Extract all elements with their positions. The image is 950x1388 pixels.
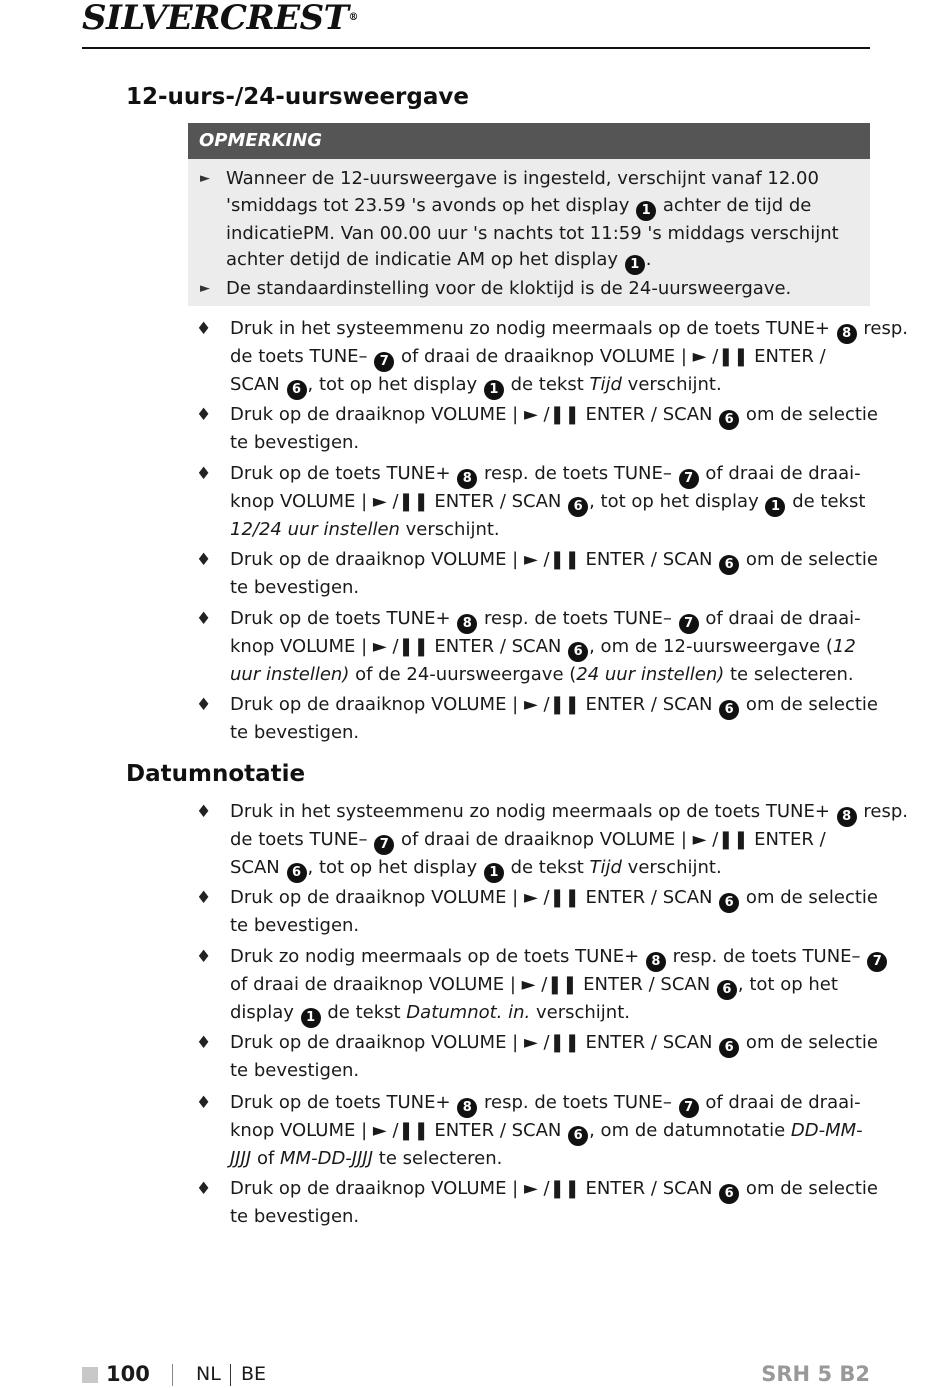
brand-name: SILVERCREST: [82, 0, 349, 38]
text-line: te bevestigen.: [230, 1060, 360, 1081]
reference-number-badge: 7: [679, 614, 699, 634]
text-line: Druk op de toets TUNE+ 8 resp. de toets TUNE– 7 of draai de draai-: [230, 1090, 870, 1118]
italic-term: 24 uur instellen): [576, 664, 725, 685]
step-text: [230, 692, 878, 747]
footer-square-icon: [82, 1367, 98, 1383]
reference-number-badge: 7: [867, 952, 887, 972]
reference-number-badge: 1: [765, 497, 785, 517]
registered-mark: ®: [348, 12, 358, 23]
diamond-bullet-icon: ♦: [196, 550, 212, 570]
text-line: Druk op de draaiknop VOLUME | ► /❚❚ ENTER / SCAN 6 om de selectie: [230, 885, 870, 913]
text-line: of draai de draaiknop VOLUME | ► /❚❚ ENTER / SCAN 6 , tot op het: [230, 972, 870, 1000]
diamond-bullet-icon: ♦: [196, 802, 212, 822]
text-line: te bevestigen.: [230, 722, 360, 743]
reference-number-badge: 6: [287, 380, 307, 400]
diamond-bullet-icon: ♦: [196, 1093, 212, 1113]
reference-number-badge: 6: [719, 700, 739, 720]
italic-term: 12/24 uur instellen: [230, 519, 400, 540]
reference-number-badge: 6: [719, 410, 739, 430]
text-line: te bevestigen.: [230, 1206, 360, 1227]
text-line: Druk op de draaiknop VOLUME | ► /❚❚ ENTER / SCAN 6 om de selectie: [230, 1030, 870, 1058]
step-text: [230, 606, 870, 689]
language-code-be: BE: [241, 1363, 267, 1385]
text-line: Druk in het systeemmenu zo nodig meermaals op de toets TUNE+ 8 resp.: [230, 799, 870, 827]
step-text: [230, 547, 878, 602]
reference-number-badge: 6: [719, 893, 739, 913]
text-line: SCAN 6 , tot op het display 1 de tekst Tijd verschijnt.: [230, 855, 870, 883]
diamond-bullet-icon: ♦: [196, 405, 212, 425]
text-line: SCAN 6 , tot op het display 1 de tekst Tijd verschijnt.: [230, 372, 870, 400]
text-line: de toets TUNE– 7 of draai de draaiknop VOLUME | ► /❚❚ ENTER /: [230, 827, 870, 855]
page-footer: [82, 1362, 870, 1388]
reference-number-badge: 8: [646, 952, 666, 972]
language-code-nl: NL: [196, 1363, 221, 1385]
text-line: te bevestigen.: [230, 577, 360, 598]
text-line: Wanneer de 12-uursweergave is ingesteld, verschijnt vanaf 12.00 's: [226, 168, 819, 216]
diamond-bullet-icon: ♦: [196, 319, 212, 339]
italic-term: uur instellen): [230, 664, 350, 685]
text-line: Druk op de draaiknop VOLUME | ► /❚❚ ENTER / SCAN 6 om de selectie: [230, 1176, 870, 1204]
reference-number-badge: 1: [484, 380, 504, 400]
reference-number-badge: 6: [719, 1184, 739, 1204]
text-line: 12/24 uur instellen verschijnt.: [230, 519, 500, 540]
step-text: [230, 1090, 870, 1173]
text-line: knop VOLUME | ► /❚❚ ENTER / SCAN 6 , tot op het display 1 de tekst: [230, 489, 870, 517]
text-line: Druk op de toets TUNE+ 8 resp. de toets TUNE– 7 of draai de draai-: [230, 461, 870, 489]
reference-number-badge: 8: [837, 807, 857, 827]
italic-term: Tijd: [589, 374, 622, 395]
footer-divider: [230, 1364, 231, 1386]
step-text: [230, 1030, 878, 1085]
text-line: Druk op de toets TUNE+ 8 resp. de toets TUNE– 7 of draai de draai-: [230, 606, 870, 634]
diamond-bullet-icon: ♦: [196, 609, 212, 629]
step-text: [230, 461, 870, 544]
italic-term: Tijd: [589, 857, 622, 878]
note-title: OPMERKING: [188, 123, 870, 159]
text-line: JJJJ of MM-DD-JJJJ te selecteren.: [230, 1148, 503, 1169]
text-line: De standaardinstelling voor de kloktijd is de 24-uursweergave.: [226, 278, 792, 299]
header-rule: [82, 47, 870, 49]
model-number: SRH 5 B2: [761, 1362, 870, 1386]
triangle-bullet-icon: ►: [200, 171, 210, 186]
diamond-bullet-icon: ♦: [196, 888, 212, 908]
reference-number-badge: 1: [625, 255, 645, 275]
italic-term: JJJJ: [230, 1148, 252, 1169]
text-line: middags tot 23.59 's avonds op het display 1 achter de tijd de indicatie: [226, 194, 812, 244]
section-heading-time-format: 12-uurs-/24-uursweergave: [126, 84, 469, 110]
italic-term: DD-MM-: [790, 1120, 863, 1141]
reference-number-badge: 6: [568, 497, 588, 517]
section-heading-date-format: Datumnotatie: [126, 761, 306, 787]
reference-number-badge: 7: [679, 469, 699, 489]
step-text: [230, 885, 878, 940]
brand-logo: [82, 0, 358, 36]
reference-number-badge: 1: [301, 1008, 321, 1028]
text-line: PM. Van 00.00 uur 's nachts tot 11:59 's middags verschijnt achter de: [226, 222, 839, 270]
reference-number-badge: 7: [679, 1098, 699, 1118]
triangle-bullet-icon: ►: [200, 281, 210, 296]
italic-term: 12: [832, 636, 856, 657]
diamond-bullet-icon: ♦: [196, 464, 212, 484]
diamond-bullet-icon: ♦: [196, 1179, 212, 1199]
text-line: knop VOLUME | ► /❚❚ ENTER / SCAN 6 , om de datumnotatie DD-MM-: [230, 1118, 870, 1146]
step-text: [230, 944, 882, 1028]
reference-number-badge: 8: [457, 614, 477, 634]
text-line: te bevestigen.: [230, 432, 360, 453]
diamond-bullet-icon: ♦: [196, 947, 212, 967]
reference-number-badge: 8: [837, 324, 857, 344]
reference-number-badge: 6: [568, 642, 588, 662]
text-line: display 1 de tekst Datumnot. in. verschijnt.: [230, 1000, 870, 1028]
text-line: Druk in het systeemmenu zo nodig meermaals op de toets TUNE+ 8 resp.: [230, 316, 870, 344]
italic-term: MM-DD-JJJJ: [280, 1148, 374, 1169]
text-line: uur instellen) of de 24-uursweergave (24 uur instellen) te selecteren.: [230, 664, 854, 685]
reference-number-badge: 7: [374, 352, 394, 372]
note-box: [188, 123, 870, 306]
step-text: [230, 799, 908, 883]
reference-number-badge: 6: [568, 1126, 588, 1146]
reference-number-badge: 6: [719, 1038, 739, 1058]
text-line: Druk op de draaiknop VOLUME | ► /❚❚ ENTER / SCAN 6 om de selectie: [230, 547, 870, 575]
note-item-text: [226, 276, 856, 303]
diamond-bullet-icon: ♦: [196, 695, 212, 715]
diamond-bullet-icon: ♦: [196, 1033, 212, 1053]
text-line: Druk zo nodig meermaals op de toets TUNE+ 8 resp. de toets TUNE– 7: [230, 944, 870, 972]
text-line: te bevestigen.: [230, 915, 360, 936]
page-number: 100: [106, 1362, 150, 1386]
text-line: Druk op de draaiknop VOLUME | ► /❚❚ ENTER / SCAN 6 om de selectie: [230, 402, 870, 430]
text-line: de toets TUNE– 7 of draai de draaiknop VOLUME | ► /❚❚ ENTER /: [230, 344, 870, 372]
reference-number-badge: 1: [484, 863, 504, 883]
reference-number-badge: 8: [457, 1098, 477, 1118]
note-item-text: [226, 166, 856, 275]
italic-term: Datumnot. in.: [406, 1002, 531, 1023]
text-line: tijd de indicatie AM op het display 1 .: [312, 249, 651, 270]
text-line: knop VOLUME | ► /❚❚ ENTER / SCAN 6 , om de 12-uursweergave (12: [230, 634, 870, 662]
step-text: [230, 402, 878, 457]
reference-number-badge: 6: [717, 980, 737, 1000]
footer-divider: [172, 1364, 173, 1386]
reference-number-badge: 7: [374, 835, 394, 855]
reference-number-badge: 6: [719, 555, 739, 575]
reference-number-badge: 8: [457, 469, 477, 489]
reference-number-badge: 1: [636, 201, 656, 221]
step-text: [230, 316, 908, 400]
reference-number-badge: 6: [287, 863, 307, 883]
step-text: [230, 1176, 878, 1231]
text-line: Druk op de draaiknop VOLUME | ► /❚❚ ENTER / SCAN 6 om de selectie: [230, 692, 870, 720]
